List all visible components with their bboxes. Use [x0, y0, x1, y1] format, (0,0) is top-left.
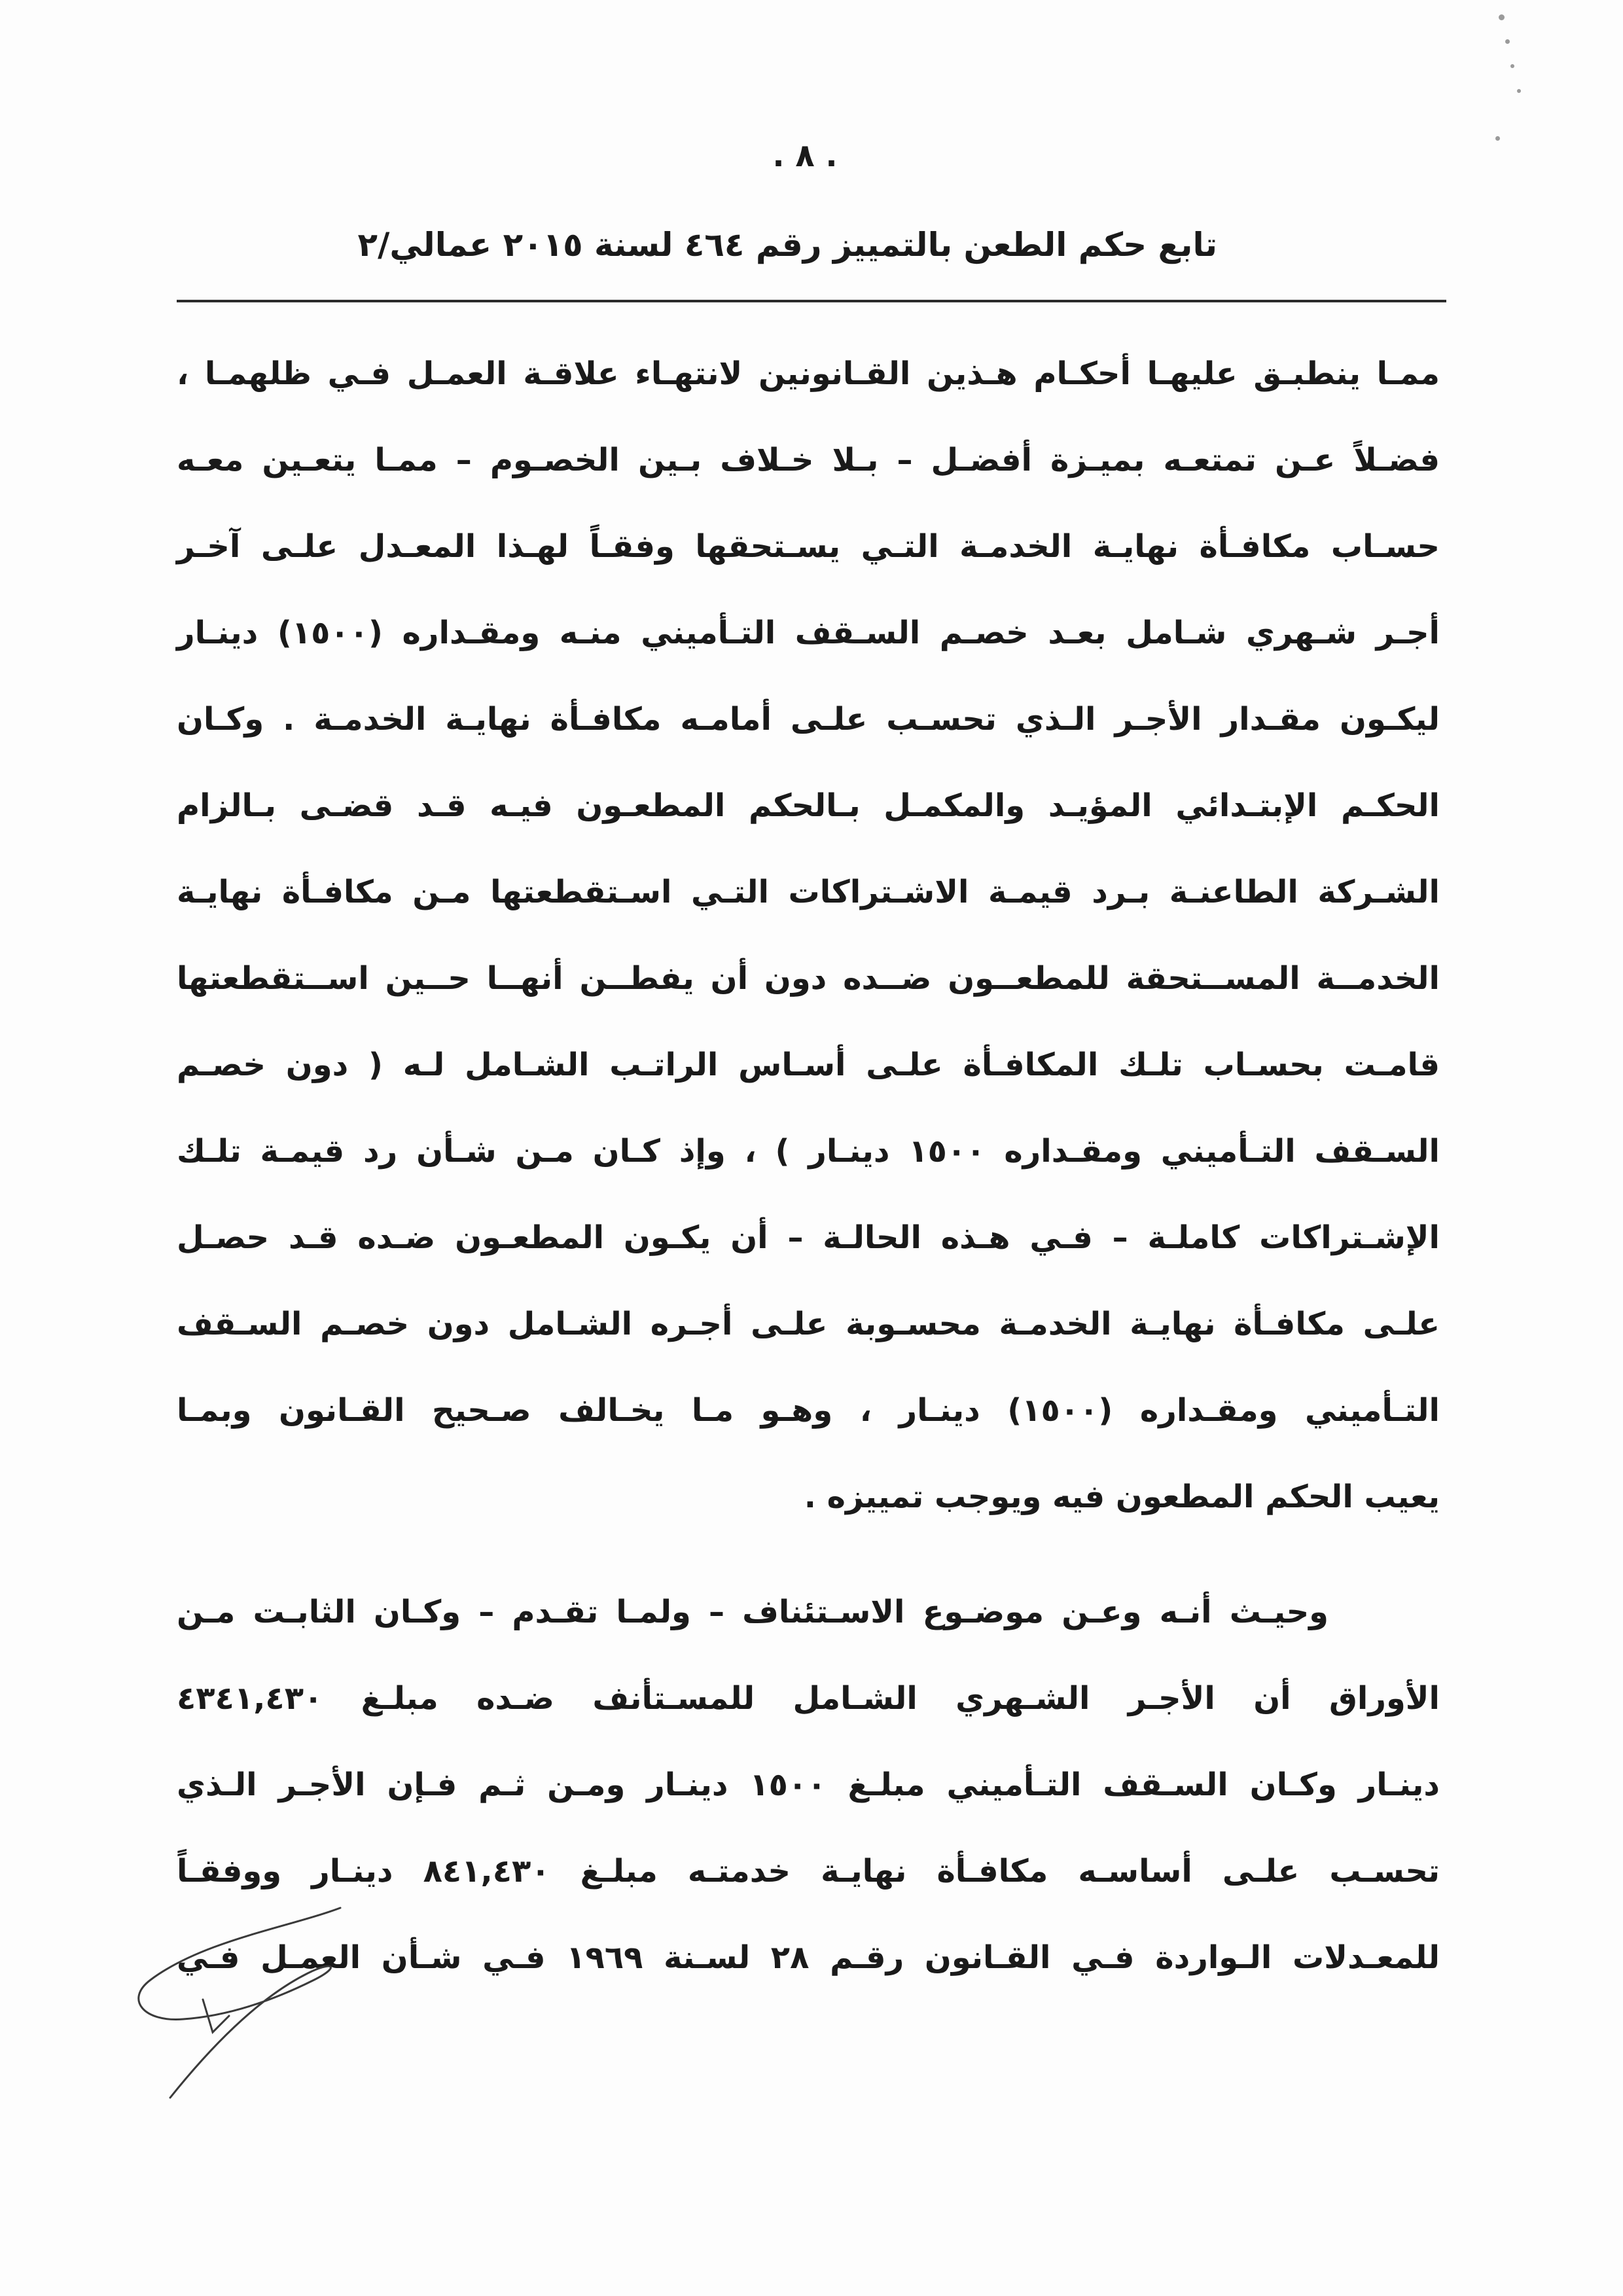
- text-line: الشـركة الطاعنـة بـرد قيمـة الاشـتراكات التـي اسـتقطعتها مـن مكافـأة نهايـة: [177, 874, 1440, 910]
- text-line: ليكـون مقـدار الأجـر الـذي تحسـب علـى أمامـه مكافـأة نهايـة الخدمـة . وكـان: [177, 701, 1440, 738]
- text-line: يعيب الحكم المطعون فيه ويوجب تمييزه .: [804, 1479, 1440, 1515]
- text-line: التـأميني ومقـداره (١٥٠٠) دينـار ، وهـو مـا يخـالف صـحيح القـانون وبمـا: [177, 1392, 1440, 1429]
- body-text: [177, 331, 1440, 2001]
- text-line: ممـا ينطبـق عليهـا أحكـام هـذين القـانونين لانتهـاء علاقـة العمـل فـي ظلهمـا ،: [177, 355, 1440, 392]
- handwritten-signature: [124, 1901, 373, 2117]
- paragraph-1: [177, 331, 1440, 1540]
- text-line: الإشـتراكات كاملـة – فـي هـذه الحالـة – أن يكـون المطعـون ضـده قـد حصـل: [177, 1219, 1440, 1256]
- text-line: للمعـدلات الـواردة فـي القـانون رقـم ٢٨ لسـنة ١٩٦٩ فـي شـأن العمـل فـي: [177, 1939, 1440, 1976]
- text-line: وحيـث أنـه وعـن موضـوع الاسـتئناف – ولمـا تقـدم – وكـان الثابـت مـن: [177, 1594, 1329, 1630]
- text-line: تحسـب علـى أساسـه مكافـأة نهايـة خدمتـه مبلـغ ٨٤١,٤٣٠ دينـار ووفقـاً: [177, 1853, 1440, 1890]
- text-line: السـقف التـأميني ومقـداره ١٥٠٠ دينـار ) ، وإذ كـان مـن شـأن رد قيمـة تلـك: [177, 1133, 1440, 1170]
- text-line: الحكـم الإبتـدائي المؤيـد والمكمـل بـالحكم المطعـون فيـه قـد قضـى بـالزام: [177, 787, 1440, 824]
- page-number: . ٨ .: [772, 137, 838, 174]
- running-header: تابع حكم الطعن بالتمييز رقم ٤٦٤ لسنة ٢٠١٥ عمالي/٢: [357, 226, 1217, 264]
- text-line: أجـر شـهري شـامل بعـد خصـم السـقف التـأميني منـه ومقـداره (١٥٠٠) دينـار: [177, 615, 1440, 651]
- paragraph-gap: [177, 1540, 1440, 1569]
- header-rule: [177, 300, 1446, 302]
- text-line: الأوراق أن الأجـر الشـهري الشـامل للمسـتأنف ضـده مبلـغ ٤٣٤١,٤٣٠: [177, 1680, 1440, 1717]
- text-line: حسـاب مكافـأة نهايـة الخدمـة التـي يسـتحقها وفقـاً لهـذا المعـدل علـى آخـر: [177, 528, 1440, 565]
- text-line: الخدمــة المســتحقة للمطعــون ضــده دون أن يفطــن أنهــا حــين اســتقطعتها: [177, 960, 1440, 997]
- text-line: قامـت بحسـاب تلـك المكافـأة علـى أسـاس الراتـب الشـامل لـه ( دون خصـم: [177, 1047, 1440, 1083]
- text-line: فضـلاً عـن تمتعـه بميـزة أفضـل – بـلا خـلاف بـين الخصـوم – ممـا يتعـين معـه: [177, 442, 1440, 478]
- text-line: دينـار وكـان السـقف التـأميني مبلـغ ١٥٠٠ دينـار ومـن ثـم فـإن الأجـر الـذي: [177, 1767, 1440, 1803]
- text-line: علـى مكافـأة نهايـة الخدمـة محسـوبة علـى أجـره الشـامل دون خصـم السـقف: [177, 1306, 1440, 1342]
